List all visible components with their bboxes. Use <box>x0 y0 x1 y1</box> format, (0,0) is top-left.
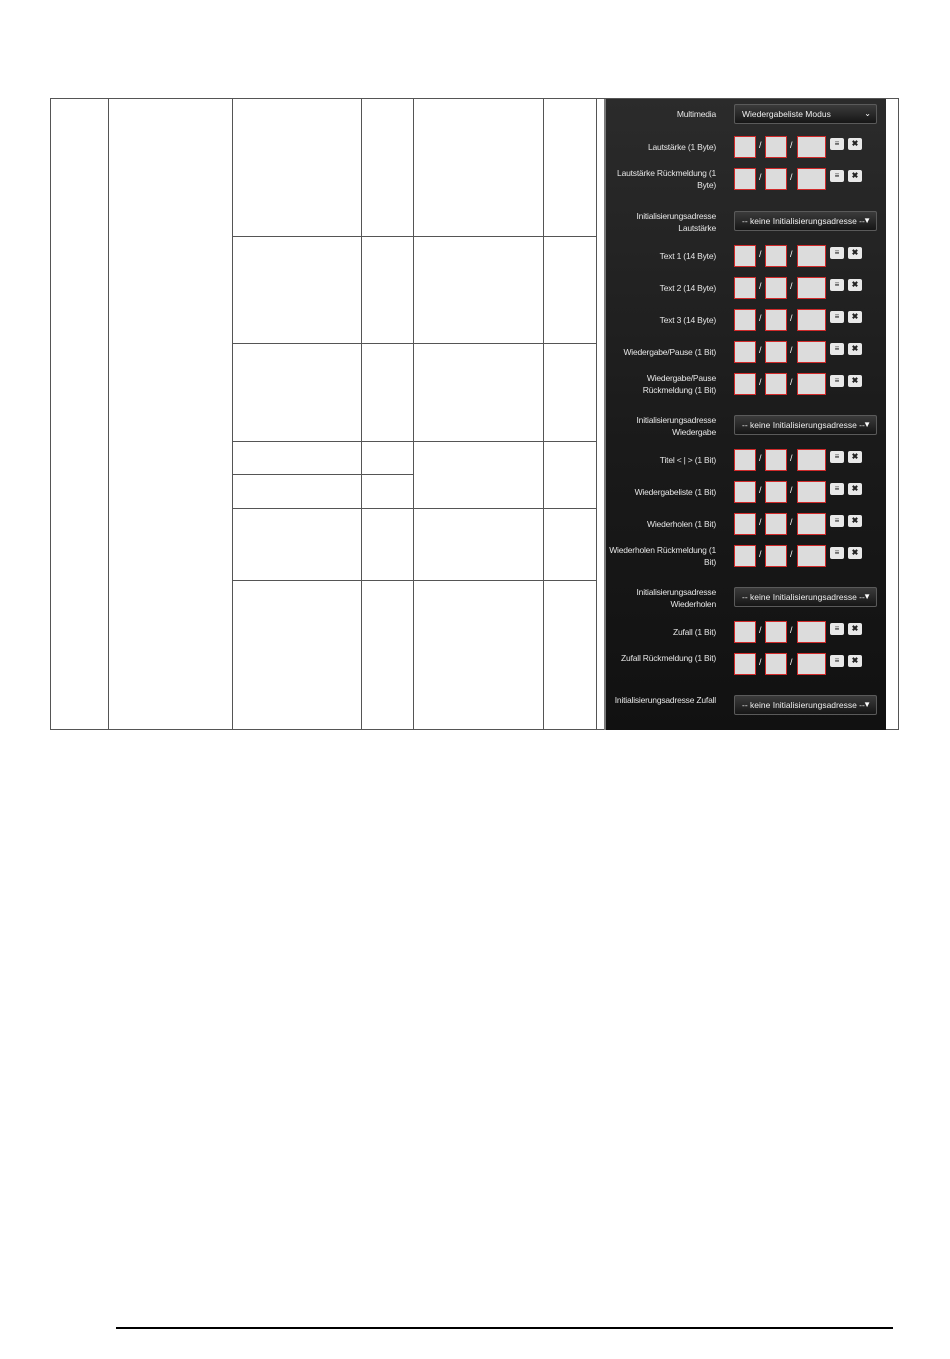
table-row-divider <box>232 580 596 581</box>
dropdown-arrow-icon: ▼ <box>863 216 871 225</box>
config-row-label: Titel < | > (1 Bit) <box>659 455 716 465</box>
address-separator: / <box>790 249 793 259</box>
group-address-part-2-input[interactable] <box>765 653 787 675</box>
group-address-part-3-input[interactable] <box>797 168 826 190</box>
table-row-divider <box>232 474 413 475</box>
list-icon[interactable]: ≡ <box>830 623 844 635</box>
group-address-part-3-input[interactable] <box>797 373 826 395</box>
list-icon[interactable]: ≡ <box>830 655 844 667</box>
address-separator: / <box>759 172 762 182</box>
group-address-part-1-input[interactable] <box>734 245 756 267</box>
group-address-part-1-input[interactable] <box>734 621 756 643</box>
group-address-part-1-input[interactable] <box>734 136 756 158</box>
config-row-label: Zufall Rückmeldung (1 Bit) <box>621 653 716 663</box>
address-separator: / <box>790 172 793 182</box>
initialization-address-value: -- keine Initialisierungsadresse -- <box>742 216 865 226</box>
chevron-down-icon: ⌄ <box>864 109 871 118</box>
close-icon[interactable]: ✖ <box>848 311 862 323</box>
address-separator: / <box>759 281 762 291</box>
list-icon[interactable]: ≡ <box>830 515 844 527</box>
initialization-address-select[interactable] <box>734 695 877 715</box>
address-separator: / <box>790 345 793 355</box>
group-address-part-3-input[interactable] <box>797 449 826 471</box>
group-address-part-2-input[interactable] <box>765 621 787 643</box>
group-address-part-3-input[interactable] <box>797 277 826 299</box>
close-icon[interactable]: ✖ <box>848 279 862 291</box>
dropdown-arrow-icon: ▼ <box>863 700 871 709</box>
group-address-part-3-input[interactable] <box>797 653 826 675</box>
close-icon[interactable]: ✖ <box>848 247 862 259</box>
close-icon[interactable]: ✖ <box>848 515 862 527</box>
config-row-label: Wiedergabeliste (1 Bit) <box>634 487 716 497</box>
multimedia-mode-select[interactable] <box>734 104 877 124</box>
address-separator: / <box>759 313 762 323</box>
group-address-part-1-input[interactable] <box>734 277 756 299</box>
list-icon[interactable]: ≡ <box>830 170 844 182</box>
group-address-part-2-input[interactable] <box>765 277 787 299</box>
group-address-part-2-input[interactable] <box>765 545 787 567</box>
close-icon[interactable]: ✖ <box>848 483 862 495</box>
address-separator: / <box>759 485 762 495</box>
address-separator: / <box>759 249 762 259</box>
table-column-divider <box>361 99 362 729</box>
list-icon[interactable]: ≡ <box>830 279 844 291</box>
group-address-part-1-input[interactable] <box>734 481 756 503</box>
group-address-part-3-input[interactable] <box>797 545 826 567</box>
list-icon[interactable]: ≡ <box>830 247 844 259</box>
group-address-part-1-input[interactable] <box>734 545 756 567</box>
address-separator: / <box>759 140 762 150</box>
address-separator: / <box>790 625 793 635</box>
group-address-part-1-input[interactable] <box>734 309 756 331</box>
close-icon[interactable]: ✖ <box>848 451 862 463</box>
config-row-label: Text 2 (14 Byte) <box>659 283 716 293</box>
address-separator: / <box>790 453 793 463</box>
group-address-part-3-input[interactable] <box>797 481 826 503</box>
group-address-part-3-input[interactable] <box>797 513 826 535</box>
initialization-address-select[interactable] <box>734 211 877 231</box>
config-row-label: Wiedergabe/Pause (1 Bit) <box>623 347 716 357</box>
address-separator: / <box>759 657 762 667</box>
config-row-label: Wiedergabe/Pause Rückmeldung (1 Bit) <box>642 373 716 395</box>
table-column-divider <box>413 99 414 729</box>
list-icon[interactable]: ≡ <box>830 483 844 495</box>
config-row-label: Zufall (1 Bit) <box>672 627 716 637</box>
group-address-part-1-input[interactable] <box>734 653 756 675</box>
config-row-label: Lautstärke Rückmeldung (1 Byte) <box>617 168 716 190</box>
group-address-part-3-input[interactable] <box>797 245 826 267</box>
table-column-divider <box>543 99 544 729</box>
config-row-label: Initialisierungsadresse Lautstärke <box>636 211 716 233</box>
group-address-part-2-input[interactable] <box>765 373 787 395</box>
group-address-part-1-input[interactable] <box>734 449 756 471</box>
address-separator: / <box>790 485 793 495</box>
group-address-part-2-input[interactable] <box>765 245 787 267</box>
address-separator: / <box>790 140 793 150</box>
group-address-part-1-input[interactable] <box>734 168 756 190</box>
close-icon[interactable]: ✖ <box>848 547 862 559</box>
multimedia-label: Multimedia <box>676 109 716 119</box>
table-row-divider <box>232 343 596 344</box>
close-icon[interactable]: ✖ <box>848 170 862 182</box>
group-address-part-3-input[interactable] <box>797 341 826 363</box>
group-address-part-2-input[interactable] <box>765 309 787 331</box>
address-separator: / <box>759 345 762 355</box>
list-icon[interactable]: ≡ <box>830 547 844 559</box>
address-separator: / <box>790 657 793 667</box>
group-address-part-1-input[interactable] <box>734 373 756 395</box>
address-separator: / <box>790 313 793 323</box>
group-address-part-2-input[interactable] <box>765 449 787 471</box>
list-icon[interactable]: ≡ <box>830 138 844 150</box>
list-icon[interactable]: ≡ <box>830 311 844 323</box>
table-row-divider <box>232 441 596 442</box>
group-address-part-1-input[interactable] <box>734 341 756 363</box>
table-row-divider <box>232 236 596 237</box>
config-row-label: Initialisierungsadresse Zufall <box>614 695 716 705</box>
initialization-address-value: -- keine Initialisierungsadresse -- <box>742 592 865 602</box>
group-address-part-2-input[interactable] <box>765 341 787 363</box>
table-column-divider <box>596 99 597 729</box>
footer-rule <box>116 1327 893 1329</box>
config-row-label: Lautstärke (1 Byte) <box>647 142 716 152</box>
close-icon[interactable]: ✖ <box>848 623 862 635</box>
initialization-address-value: -- keine Initialisierungsadresse -- <box>742 420 865 430</box>
address-separator: / <box>790 377 793 387</box>
address-separator: / <box>759 377 762 387</box>
initialization-address-select[interactable] <box>734 587 877 607</box>
address-separator: / <box>790 517 793 527</box>
table-row-divider <box>232 508 596 509</box>
address-separator: / <box>759 625 762 635</box>
list-icon[interactable]: ≡ <box>830 343 844 355</box>
group-address-part-3-input[interactable] <box>797 309 826 331</box>
group-address-part-2-input[interactable] <box>765 481 787 503</box>
config-row-label: Wiederholen (1 Bit) <box>647 519 716 529</box>
close-icon[interactable]: ✖ <box>848 138 862 150</box>
dropdown-arrow-icon: ▼ <box>863 592 871 601</box>
group-address-part-1-input[interactable] <box>734 513 756 535</box>
list-icon[interactable]: ≡ <box>830 375 844 387</box>
multimedia-config-panel <box>604 99 886 730</box>
address-separator: / <box>790 281 793 291</box>
config-row-label: Text 3 (14 Byte) <box>659 315 716 325</box>
initialization-address-value: -- keine Initialisierungsadresse -- <box>742 700 865 710</box>
config-row-label: Initialisierungsadresse Wiedergabe <box>636 415 716 437</box>
group-address-part-3-input[interactable] <box>797 621 826 643</box>
list-icon[interactable]: ≡ <box>830 451 844 463</box>
group-address-part-2-input[interactable] <box>765 136 787 158</box>
address-separator: / <box>759 453 762 463</box>
address-separator: / <box>759 517 762 527</box>
close-icon[interactable]: ✖ <box>848 655 862 667</box>
config-row-label: Initialisierungsadresse Wiederholen <box>636 587 716 609</box>
table-column-divider <box>232 99 233 729</box>
address-separator: / <box>790 549 793 559</box>
dropdown-arrow-icon: ▼ <box>863 420 871 429</box>
group-address-part-3-input[interactable] <box>797 136 826 158</box>
close-icon[interactable]: ✖ <box>848 343 862 355</box>
group-address-part-2-input[interactable] <box>765 168 787 190</box>
table-column-divider <box>108 99 109 729</box>
multimedia-mode-value: Wiedergabeliste Modus <box>742 109 831 119</box>
group-address-part-2-input[interactable] <box>765 513 787 535</box>
address-separator: / <box>759 549 762 559</box>
config-row-label: Text 1 (14 Byte) <box>659 251 716 261</box>
initialization-address-select[interactable] <box>734 415 877 435</box>
close-icon[interactable]: ✖ <box>848 375 862 387</box>
config-row-label: Wiederholen Rückmeldung (1 Bit) <box>609 545 716 567</box>
